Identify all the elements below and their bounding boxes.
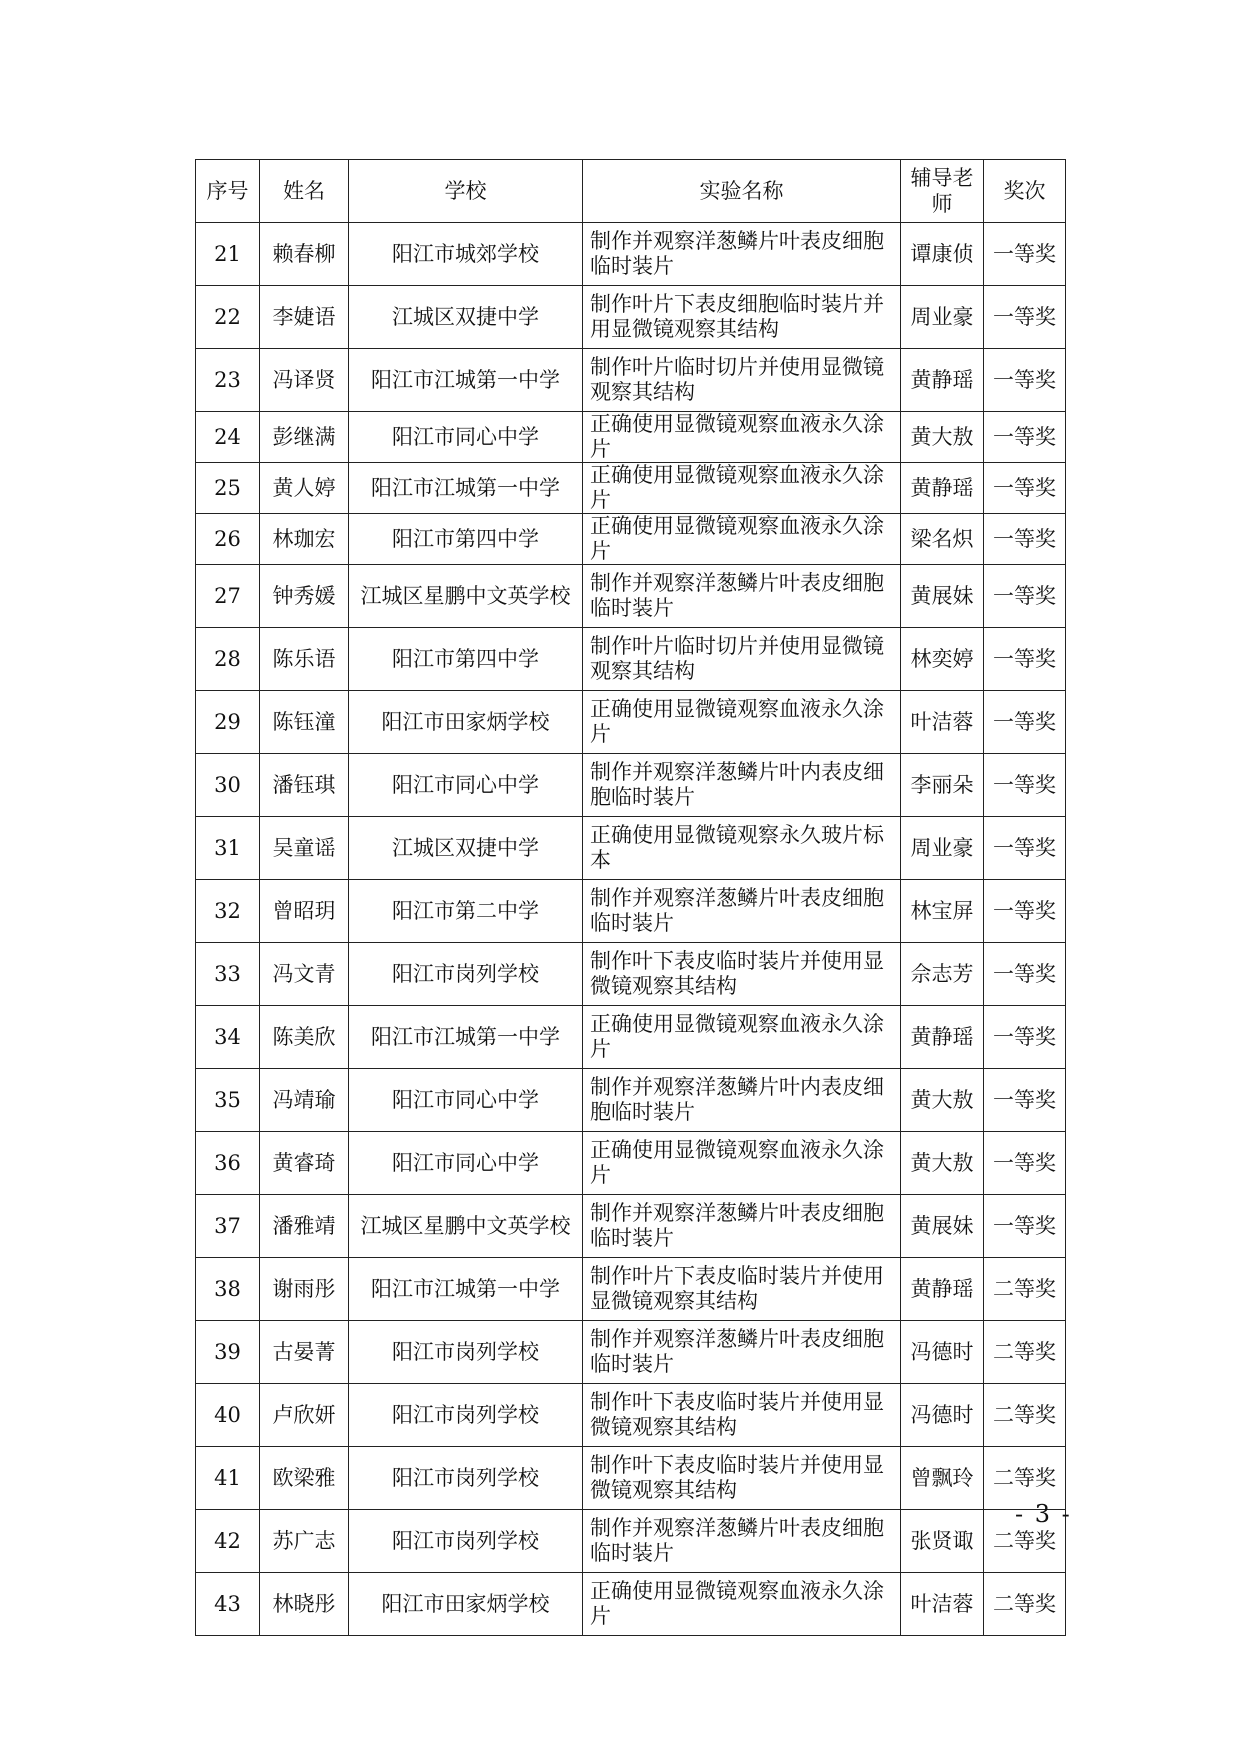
cell-seq: 38 [196,1258,260,1321]
cell-award: 一等奖 [984,754,1066,817]
table-row [196,943,1066,1006]
cell-experiment: 制作并观察洋葱鳞片叶表皮细胞临时装片 [583,565,901,628]
cell-name: 陈乐语 [260,628,349,691]
header-school: 学校 [349,160,583,223]
cell-school: 阳江市岗列学校 [349,1447,583,1510]
cell-name: 陈钰潼 [260,691,349,754]
cell-tutor: 黄大敖 [901,1132,984,1195]
cell-tutor: 叶洁蓉 [901,1573,984,1636]
cell-tutor: 黄静瑶 [901,1258,984,1321]
cell-school: 阳江市田家炳学校 [349,691,583,754]
cell-school: 阳江市江城第一中学 [349,349,583,412]
cell-seq: 27 [196,565,260,628]
cell-seq: 41 [196,1447,260,1510]
page-number: - 3 - [1015,1500,1072,1528]
cell-tutor: 谭康侦 [901,223,984,286]
cell-school: 阳江市江城第一中学 [349,463,583,514]
cell-award: 二等奖 [984,1573,1066,1636]
cell-seq: 37 [196,1195,260,1258]
cell-name: 谢雨彤 [260,1258,349,1321]
cell-school: 阳江市第四中学 [349,514,583,565]
cell-seq: 28 [196,628,260,691]
cell-award: 二等奖 [984,1321,1066,1384]
cell-school: 阳江市第二中学 [349,880,583,943]
cell-experiment: 制作叶下表皮临时装片并使用显微镜观察其结构 [583,1384,901,1447]
cell-name: 苏广志 [260,1510,349,1573]
cell-experiment: 正确使用显微镜观察血液永久涂片 [583,463,901,514]
cell-school: 阳江市岗列学校 [349,1384,583,1447]
table-row [196,880,1066,943]
cell-experiment: 制作叶片下表皮细胞临时装片并用显微镜观察其结构 [583,286,901,349]
cell-school: 阳江市岗列学校 [349,1510,583,1573]
cell-experiment: 正确使用显微镜观察血液永久涂片 [583,412,901,463]
cell-name: 黄人婷 [260,463,349,514]
cell-seq: 39 [196,1321,260,1384]
cell-experiment: 正确使用显微镜观察血液永久涂片 [583,1573,901,1636]
cell-name: 彭继满 [260,412,349,463]
cell-tutor: 叶洁蓉 [901,691,984,754]
cell-name: 曾昭玥 [260,880,349,943]
cell-award: 一等奖 [984,1132,1066,1195]
cell-award: 一等奖 [984,628,1066,691]
cell-school: 阳江市岗列学校 [349,1321,583,1384]
table-row [196,1006,1066,1069]
table-body [196,223,1066,1636]
cell-school: 阳江市江城第一中学 [349,1006,583,1069]
table-row [196,412,1066,463]
cell-award: 一等奖 [984,1069,1066,1132]
cell-name: 吴童谣 [260,817,349,880]
cell-seq: 29 [196,691,260,754]
cell-name: 陈美欣 [260,1006,349,1069]
cell-award: 一等奖 [984,1006,1066,1069]
cell-experiment: 制作叶片临时切片并使用显微镜观察其结构 [583,349,901,412]
table-row [196,754,1066,817]
table-row [196,628,1066,691]
table-row [196,1321,1066,1384]
cell-experiment: 制作并观察洋葱鳞片叶内表皮细胞临时装片 [583,1069,901,1132]
cell-seq: 26 [196,514,260,565]
table-row [196,286,1066,349]
cell-award: 一等奖 [984,463,1066,514]
cell-tutor: 梁名炽 [901,514,984,565]
cell-tutor: 黄大敖 [901,412,984,463]
cell-school: 阳江市岗列学校 [349,943,583,1006]
cell-tutor: 黄展妹 [901,1195,984,1258]
cell-tutor: 黄静瑶 [901,1006,984,1069]
cell-school: 阳江市同心中学 [349,754,583,817]
table-row [196,817,1066,880]
cell-award: 一等奖 [984,412,1066,463]
cell-experiment: 制作叶下表皮临时装片并使用显微镜观察其结构 [583,943,901,1006]
cell-award: 一等奖 [984,514,1066,565]
cell-seq: 23 [196,349,260,412]
cell-name: 李婕语 [260,286,349,349]
cell-tutor: 黄展妹 [901,565,984,628]
cell-experiment: 制作并观察洋葱鳞片叶表皮细胞临时装片 [583,1195,901,1258]
cell-school: 江城区星鹏中文英学校 [349,1195,583,1258]
header-name: 姓名 [260,160,349,223]
cell-experiment: 制作并观察洋葱鳞片叶表皮细胞临时装片 [583,1321,901,1384]
cell-experiment: 制作并观察洋葱鳞片叶内表皮细胞临时装片 [583,754,901,817]
cell-school: 江城区双捷中学 [349,817,583,880]
cell-seq: 33 [196,943,260,1006]
table-row [196,1573,1066,1636]
header-experiment: 实验名称 [583,160,901,223]
cell-school: 阳江市田家炳学校 [349,1573,583,1636]
cell-experiment: 正确使用显微镜观察血液永久涂片 [583,514,901,565]
cell-seq: 22 [196,286,260,349]
cell-seq: 40 [196,1384,260,1447]
cell-tutor: 冯德时 [901,1384,984,1447]
table-row [196,463,1066,514]
table-row [196,1510,1066,1573]
cell-tutor: 黄静瑶 [901,349,984,412]
cell-award: 一等奖 [984,349,1066,412]
table-row [196,1132,1066,1195]
header-seq: 序号 [196,160,260,223]
cell-tutor: 黄大敖 [901,1069,984,1132]
cell-seq: 35 [196,1069,260,1132]
cell-experiment: 正确使用显微镜观察永久玻片标本 [583,817,901,880]
table-header-row [196,160,1066,223]
cell-seq: 24 [196,412,260,463]
cell-name: 潘雅靖 [260,1195,349,1258]
cell-award: 一等奖 [984,565,1066,628]
cell-seq: 21 [196,223,260,286]
cell-school: 阳江市城郊学校 [349,223,583,286]
cell-award: 一等奖 [984,880,1066,943]
cell-school: 阳江市江城第一中学 [349,1258,583,1321]
cell-seq: 30 [196,754,260,817]
cell-award: 一等奖 [984,1195,1066,1258]
cell-tutor: 林奕婷 [901,628,984,691]
cell-seq: 32 [196,880,260,943]
table-row [196,691,1066,754]
cell-tutor: 曾飘玲 [901,1447,984,1510]
cell-school: 江城区双捷中学 [349,286,583,349]
cell-seq: 25 [196,463,260,514]
table-row [196,1258,1066,1321]
cell-seq: 43 [196,1573,260,1636]
cell-award: 二等奖 [984,1447,1066,1510]
table-row [196,1069,1066,1132]
cell-tutor: 李丽朵 [901,754,984,817]
cell-experiment: 制作叶下表皮临时装片并使用显微镜观察其结构 [583,1447,901,1510]
header-tutor: 辅导老师 [901,160,984,223]
cell-award: 二等奖 [984,1258,1066,1321]
table-row [196,349,1066,412]
table-row [196,514,1066,565]
cell-name: 林晓彤 [260,1573,349,1636]
cell-tutor: 冯德时 [901,1321,984,1384]
cell-name: 黄睿琦 [260,1132,349,1195]
table-row [196,1384,1066,1447]
cell-award: 一等奖 [984,286,1066,349]
cell-experiment: 制作叶片下表皮临时装片并使用显微镜观察其结构 [583,1258,901,1321]
cell-seq: 34 [196,1006,260,1069]
cell-name: 冯译贤 [260,349,349,412]
cell-tutor: 林宝屏 [901,880,984,943]
cell-award: 一等奖 [984,943,1066,1006]
cell-experiment: 制作并观察洋葱鳞片叶表皮细胞临时装片 [583,880,901,943]
cell-tutor: 周业豪 [901,817,984,880]
cell-experiment: 制作叶片临时切片并使用显微镜观察其结构 [583,628,901,691]
cell-award: 一等奖 [984,691,1066,754]
cell-tutor: 佘志芳 [901,943,984,1006]
cell-name: 林珈宏 [260,514,349,565]
cell-name: 潘钰琪 [260,754,349,817]
cell-school: 阳江市第四中学 [349,628,583,691]
cell-experiment: 正确使用显微镜观察血液永久涂片 [583,691,901,754]
cell-seq: 31 [196,817,260,880]
table-row [196,1195,1066,1258]
cell-name: 卢欣妍 [260,1384,349,1447]
cell-experiment: 制作并观察洋葱鳞片叶表皮细胞临时装片 [583,1510,901,1573]
cell-seq: 36 [196,1132,260,1195]
cell-experiment: 正确使用显微镜观察血液永久涂片 [583,1006,901,1069]
award-table [195,159,1066,1636]
cell-tutor: 周业豪 [901,286,984,349]
table-row [196,223,1066,286]
cell-school: 阳江市同心中学 [349,1132,583,1195]
cell-tutor: 黄静瑶 [901,463,984,514]
cell-tutor: 张贤诹 [901,1510,984,1573]
cell-school: 阳江市同心中学 [349,412,583,463]
cell-seq: 42 [196,1510,260,1573]
cell-name: 冯文青 [260,943,349,1006]
cell-name: 钟秀媛 [260,565,349,628]
header-award: 奖次 [984,160,1066,223]
cell-award: 二等奖 [984,1510,1066,1573]
cell-school: 江城区星鹏中文英学校 [349,565,583,628]
cell-award: 一等奖 [984,817,1066,880]
cell-name: 赖春柳 [260,223,349,286]
cell-name: 欧梁雅 [260,1447,349,1510]
cell-experiment: 制作并观察洋葱鳞片叶表皮细胞临时装片 [583,223,901,286]
cell-experiment: 正确使用显微镜观察血液永久涂片 [583,1132,901,1195]
cell-name: 冯靖瑜 [260,1069,349,1132]
cell-school: 阳江市同心中学 [349,1069,583,1132]
cell-award: 二等奖 [984,1384,1066,1447]
table-row [196,1447,1066,1510]
cell-award: 一等奖 [984,223,1066,286]
cell-name: 古晏菁 [260,1321,349,1384]
table-row [196,565,1066,628]
